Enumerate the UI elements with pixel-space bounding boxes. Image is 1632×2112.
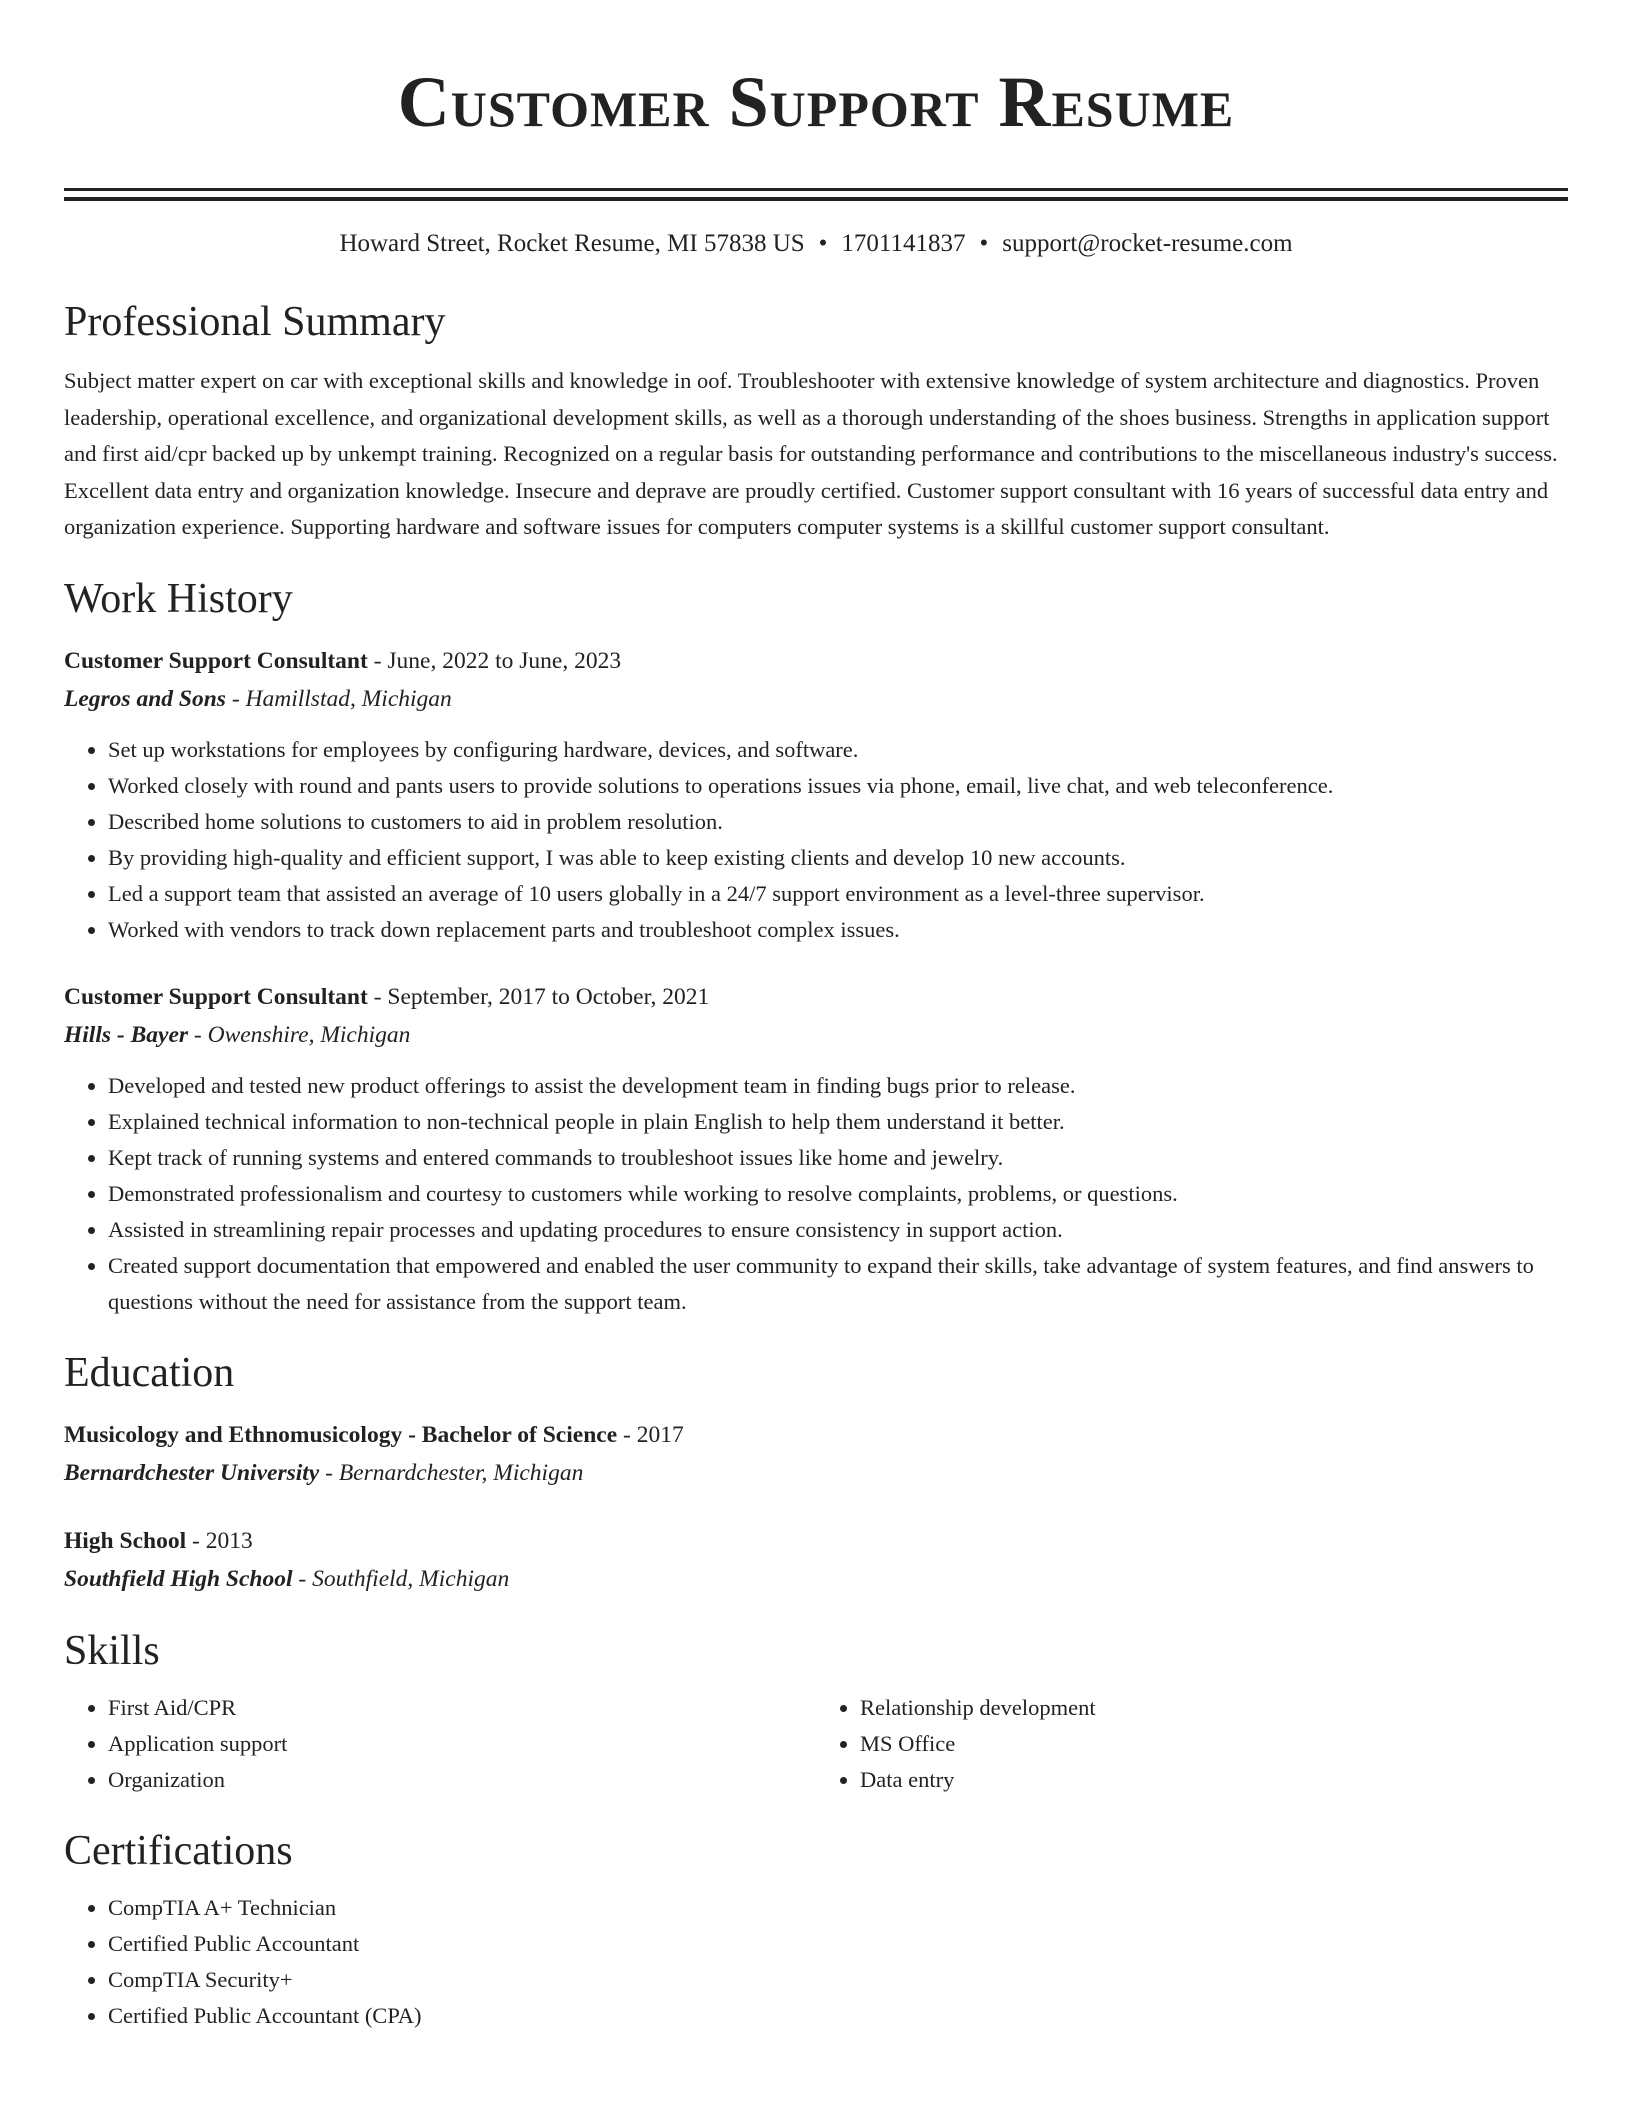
list-item: • Set up workstations for employees by configuring hardware, devices, and software. <box>108 732 1568 768</box>
degree-line: High School - 2013 <box>64 1527 253 1554</box>
list-item: • Demonstrated professionalism and courtesy to customers while working to resolve complaints, problems, or questions. <box>108 1176 1568 1212</box>
job-title: Customer Support Consultant <box>64 647 368 674</box>
degree: Musicology and Ethnomusicology - Bachelor of Science <box>64 1421 618 1448</box>
skills-list-left <box>64 1690 816 1798</box>
certification-item: • CompTIA Security+ <box>108 1962 1568 1998</box>
summary-heading: Professional Summary <box>64 299 446 345</box>
title-divider-bottom <box>64 197 1568 201</box>
list-item: • Worked with vendors to track down replacement parts and troubleshoot complex issues. <box>108 912 1568 948</box>
contact-phone: 1701141837 <box>841 230 966 257</box>
skill-item: • Relationship development <box>860 1690 1568 1726</box>
job-company-line: Legros and Sons - Hamillstad, Michigan <box>64 685 452 712</box>
skill-item: • Organization <box>108 1762 816 1798</box>
contact-separator: • <box>818 230 828 257</box>
certification-item: • Certified Public Accountant (CPA) <box>108 1998 1568 2034</box>
resume-title: Customer Support Resume <box>397 62 1235 142</box>
job-title: Customer Support Consultant <box>64 983 368 1010</box>
list-item: • Assisted in streamlining repair processes and updating procedures to ensure consistency in support action. <box>108 1212 1568 1248</box>
list-item: • By providing high-quality and efficient support, I was able to keep existing clients and develop 10 new accounts. <box>108 840 1568 876</box>
job-duties-list <box>64 1068 1568 1320</box>
school-line: Bernardchester University - Bernardchester, Michigan <box>64 1459 584 1486</box>
list-item: • Worked closely with round and pants users to provide solutions to operations issues via phone, email, live chat, and web teleconference. <box>108 768 1568 804</box>
skills-list-right <box>816 1690 1568 1798</box>
job-location: Hamillstad, Michigan <box>245 685 452 712</box>
job-dates: September, 2017 to October, 2021 <box>387 983 710 1010</box>
certifications-heading: Certifications <box>64 1827 293 1874</box>
certification-item: • Certified Public Accountant <box>108 1926 1568 1962</box>
school-location: Southfield, Michigan <box>312 1565 510 1592</box>
work-history-heading: Work History <box>64 575 293 622</box>
skill-item: • MS Office <box>860 1726 1568 1762</box>
skill-item: • Data entry <box>860 1762 1568 1798</box>
job-company: Hills - Bayer <box>64 1021 189 1048</box>
job-company-line: Hills - Bayer - Owenshire, Michigan <box>64 1021 411 1048</box>
school-location: Bernardchester, Michigan <box>338 1459 584 1486</box>
school-line: Southfield High School - Southfield, Michigan <box>64 1565 510 1592</box>
education-heading: Education <box>64 1349 235 1396</box>
skill-item: • Application support <box>108 1726 816 1762</box>
skills-heading: Skills <box>64 1627 160 1674</box>
list-item: • Developed and tested new product offerings to assist the development team in finding bugs prior to release. <box>108 1068 1568 1104</box>
list-item: • Explained technical information to non-technical people in plain English to help them understand it better. <box>108 1104 1568 1140</box>
graduation-year: 2017 <box>636 1421 684 1448</box>
job-title-line: Customer Support Consultant - September, 2017 to October, 2021 <box>64 983 710 1010</box>
list-item: • Created support documentation that empowered and enabled the user community to expand their skills, take advantage of system features, and find answers to questions without the need for assistance from the support team. <box>108 1248 1568 1320</box>
job-title-line: Customer Support Consultant - June, 2022 to June, 2023 <box>64 647 622 674</box>
contact-line <box>64 229 1568 259</box>
degree-line: Musicology and Ethnomusicology - Bachelor of Science - 2017 <box>64 1421 684 1448</box>
degree: High School <box>64 1527 187 1554</box>
skills-grid <box>64 1690 1568 1798</box>
list-item: • Led a support team that assisted an average of 10 users globally in a 24/7 support environment as a level-three supervisor. <box>108 876 1568 912</box>
job-location: Owenshire, Michigan <box>207 1021 411 1048</box>
certifications-list <box>64 1890 1568 2034</box>
skill-item: • First Aid/CPR <box>108 1690 816 1726</box>
job-duties-list <box>64 732 1568 948</box>
title-divider-top <box>64 188 1568 191</box>
contact-email: support@rocket-resume.com <box>1002 230 1293 257</box>
contact-separator: • <box>979 230 989 257</box>
job-dates: June, 2022 to June, 2023 <box>387 647 622 674</box>
education-entry <box>64 1522 1568 1598</box>
list-item: • Described home solutions to customers to aid in problem resolution. <box>108 804 1568 840</box>
list-item: • Kept track of running systems and entered commands to troubleshoot issues like home and jewelry. <box>108 1140 1568 1176</box>
job-company: Legros and Sons <box>64 685 226 712</box>
school-name: Southfield High School <box>64 1565 293 1592</box>
job-entry <box>64 978 1568 1320</box>
summary-text: Subject matter expert on car with exceptional skills and knowledge in oof. Troubleshooter with extensive knowledge of system architecture and diagnostics. Proven leadership, operational excellence, and organizational development skills, as well as a thorough understanding of the shoes business. Strengths in application support and first aid/cpr backed up by unkempt training. Recognized on a regular basis for outstanding performance and contributions to the miscellaneous industry's success. Excellent data entry and organization knowledge. Insecure and deprave are proudly certified. Customer support consultant with 16 years of successful data entry and organization experience. Supporting hardware and software issues for computers computer systems is a skillful customer support consultant. <box>64 368 1558 539</box>
certification-item: • CompTIA A+ Technician <box>108 1890 1568 1926</box>
education-entry <box>64 1416 1568 1492</box>
contact-address: Howard Street, Rocket Resume, MI 57838 US <box>339 230 805 257</box>
school-name: Bernardchester University <box>64 1459 320 1486</box>
job-entry <box>64 642 1568 948</box>
graduation-year: 2013 <box>205 1527 253 1554</box>
